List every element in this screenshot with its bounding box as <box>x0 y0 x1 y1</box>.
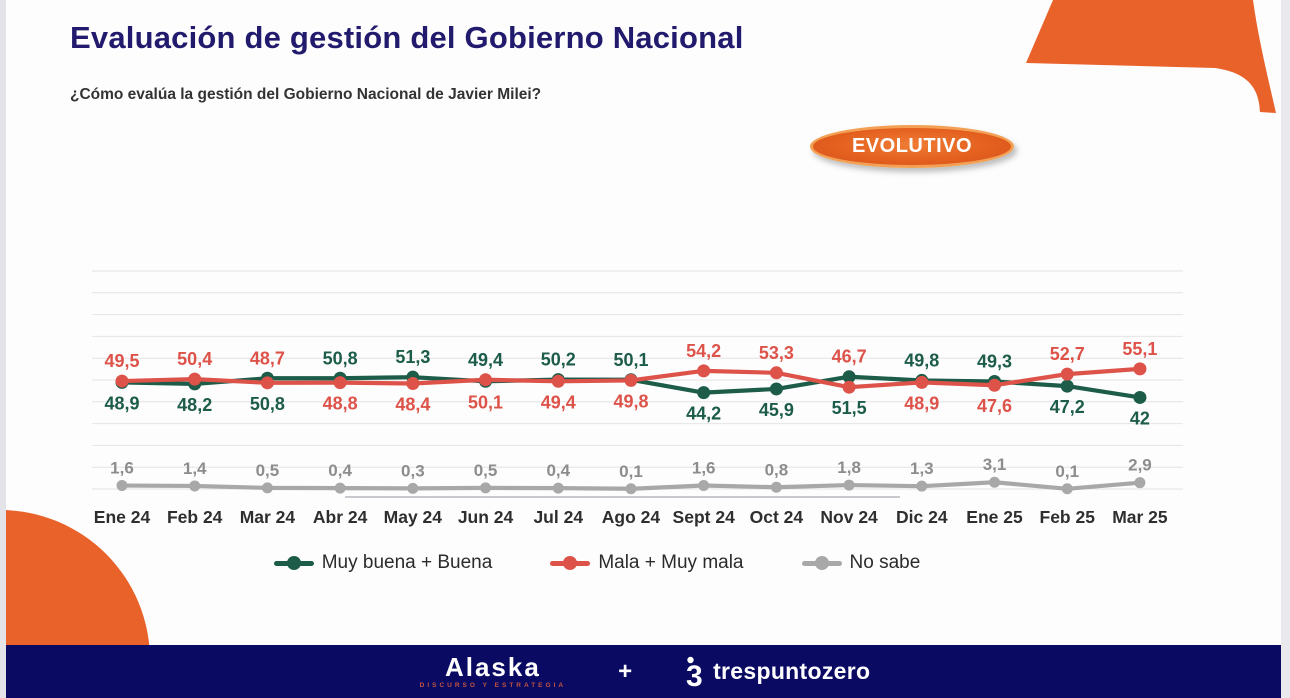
svg-text:1,3: 1,3 <box>909 459 934 479</box>
legend-item-nosabe <box>802 552 921 574</box>
svg-text:49,5: 49,5 <box>104 351 140 372</box>
svg-text:44,2: 44,2 <box>686 403 722 424</box>
alaska-logo-tagline: DISCURSO Y ESTRATEGIA <box>419 681 567 689</box>
svg-text:3: 3 <box>686 659 703 689</box>
svg-text:50,1: 50,1 <box>613 349 649 370</box>
x-axis-label: Dic 24 <box>896 507 948 527</box>
svg-text:1,6: 1,6 <box>110 458 134 478</box>
svg-text:2,9: 2,9 <box>1128 455 1152 475</box>
svg-text:50,8: 50,8 <box>249 393 285 414</box>
svg-text:49,4: 49,4 <box>540 392 576 413</box>
svg-text:48,8: 48,8 <box>322 393 358 414</box>
svg-text:42: 42 <box>1129 408 1150 429</box>
svg-text:51,5: 51,5 <box>831 398 867 419</box>
trespuntozero-logo <box>684 655 870 689</box>
left-edge-strip <box>0 0 6 698</box>
svg-text:49,4: 49,4 <box>468 349 504 370</box>
svg-text:0,4: 0,4 <box>328 461 352 481</box>
svg-text:47,2: 47,2 <box>1049 397 1085 418</box>
alaska-logo-text: Alaska <box>444 651 541 682</box>
svg-text:48,9: 48,9 <box>104 393 140 414</box>
svg-text:0,3: 0,3 <box>401 461 425 481</box>
legend-label-mala: Mala + Muy mala <box>598 552 744 573</box>
svg-text:45,9: 45,9 <box>758 399 794 420</box>
x-axis-label: Mar 25 <box>1112 507 1168 527</box>
svg-text:48,4: 48,4 <box>395 394 431 415</box>
x-axis-label: Mar 24 <box>239 507 296 527</box>
right-edge-strip <box>1281 0 1290 698</box>
footer-bar <box>0 645 1290 698</box>
page-subtitle: ¿Cómo evalúa la gestión del Gobierno Nacional de Javier Milei? <box>70 86 542 103</box>
x-axis-label: Feb 24 <box>166 507 223 527</box>
page-title: Evaluación de gestión del Gobierno Nacional <box>70 20 744 55</box>
svg-text:50,1: 50,1 <box>468 392 504 413</box>
legend-item-mala <box>550 552 743 574</box>
legend-dot-icon <box>287 556 301 570</box>
legend-swatch-mala <box>550 561 590 566</box>
svg-text:53,3: 53,3 <box>758 342 794 363</box>
legend-item-buena <box>274 552 493 574</box>
chart-legend <box>0 552 1242 574</box>
x-axis-label: Ene 24 <box>93 507 151 527</box>
svg-text:0,4: 0,4 <box>546 461 571 481</box>
x-axis-label: Feb 25 <box>1039 507 1095 527</box>
x-axis-label: Jul 24 <box>533 507 584 527</box>
svg-text:47,6: 47,6 <box>976 396 1013 417</box>
svg-text:1,8: 1,8 <box>837 458 861 478</box>
svg-text:48,7: 48,7 <box>249 348 285 369</box>
x-axis-label: Oct 24 <box>749 507 804 527</box>
svg-text:54,2: 54,2 <box>686 340 722 361</box>
evolutivo-badge-label: EVOLUTIVO <box>851 135 973 157</box>
svg-text:0,1: 0,1 <box>1055 461 1080 481</box>
x-axis-label: Ene 25 <box>966 507 1023 527</box>
legend-dot-icon <box>815 556 829 570</box>
x-axis-label: Sept 24 <box>672 507 735 527</box>
alaska-logo <box>419 651 567 690</box>
svg-text:50,2: 50,2 <box>540 349 576 370</box>
month-labels <box>94 507 1168 527</box>
x-axis-label: Ago 24 <box>601 507 661 527</box>
svg-text:48,2: 48,2 <box>177 394 213 415</box>
svg-text:49,8: 49,8 <box>904 350 940 371</box>
svg-text:0,5: 0,5 <box>473 460 498 480</box>
trespuntozero-text: trespuntozero <box>713 658 871 684</box>
svg-text:1,6: 1,6 <box>691 458 716 478</box>
svg-text:48,9: 48,9 <box>904 393 940 414</box>
x-axis-label: Abr 24 <box>312 507 368 527</box>
x-axis-label: Nov 24 <box>820 507 878 527</box>
legend-label-nosabe: No sabe <box>849 552 921 573</box>
svg-text:3,1: 3,1 <box>982 455 1007 475</box>
evolutivo-badge <box>810 125 1014 168</box>
svg-text:50,8: 50,8 <box>322 348 358 369</box>
svg-text:1,4: 1,4 <box>182 458 207 478</box>
svg-text:52,7: 52,7 <box>1049 344 1085 365</box>
svg-text:49,8: 49,8 <box>613 391 649 412</box>
svg-text:51,3: 51,3 <box>395 347 431 368</box>
svg-text:55,1: 55,1 <box>1122 338 1158 359</box>
svg-text:0,1: 0,1 <box>619 461 643 481</box>
svg-text:0,8: 0,8 <box>764 460 789 480</box>
svg-text:50,4: 50,4 <box>177 349 213 370</box>
x-axis-label: Jun 24 <box>457 507 514 527</box>
legend-label-buena: Muy buena + Buena <box>321 552 493 573</box>
svg-text:49,3: 49,3 <box>976 351 1013 372</box>
value-labels <box>104 339 1157 481</box>
svg-text:46,7: 46,7 <box>831 346 867 367</box>
legend-dot-icon <box>563 556 577 570</box>
x-axis-label: May 24 <box>383 507 443 527</box>
legend-swatch-nosabe <box>802 561 842 566</box>
legend-swatch-buena <box>274 561 314 566</box>
trespuntozero-mark-icon <box>684 655 708 689</box>
plus-sign: + <box>618 657 633 685</box>
svg-text:0,5: 0,5 <box>255 460 280 480</box>
